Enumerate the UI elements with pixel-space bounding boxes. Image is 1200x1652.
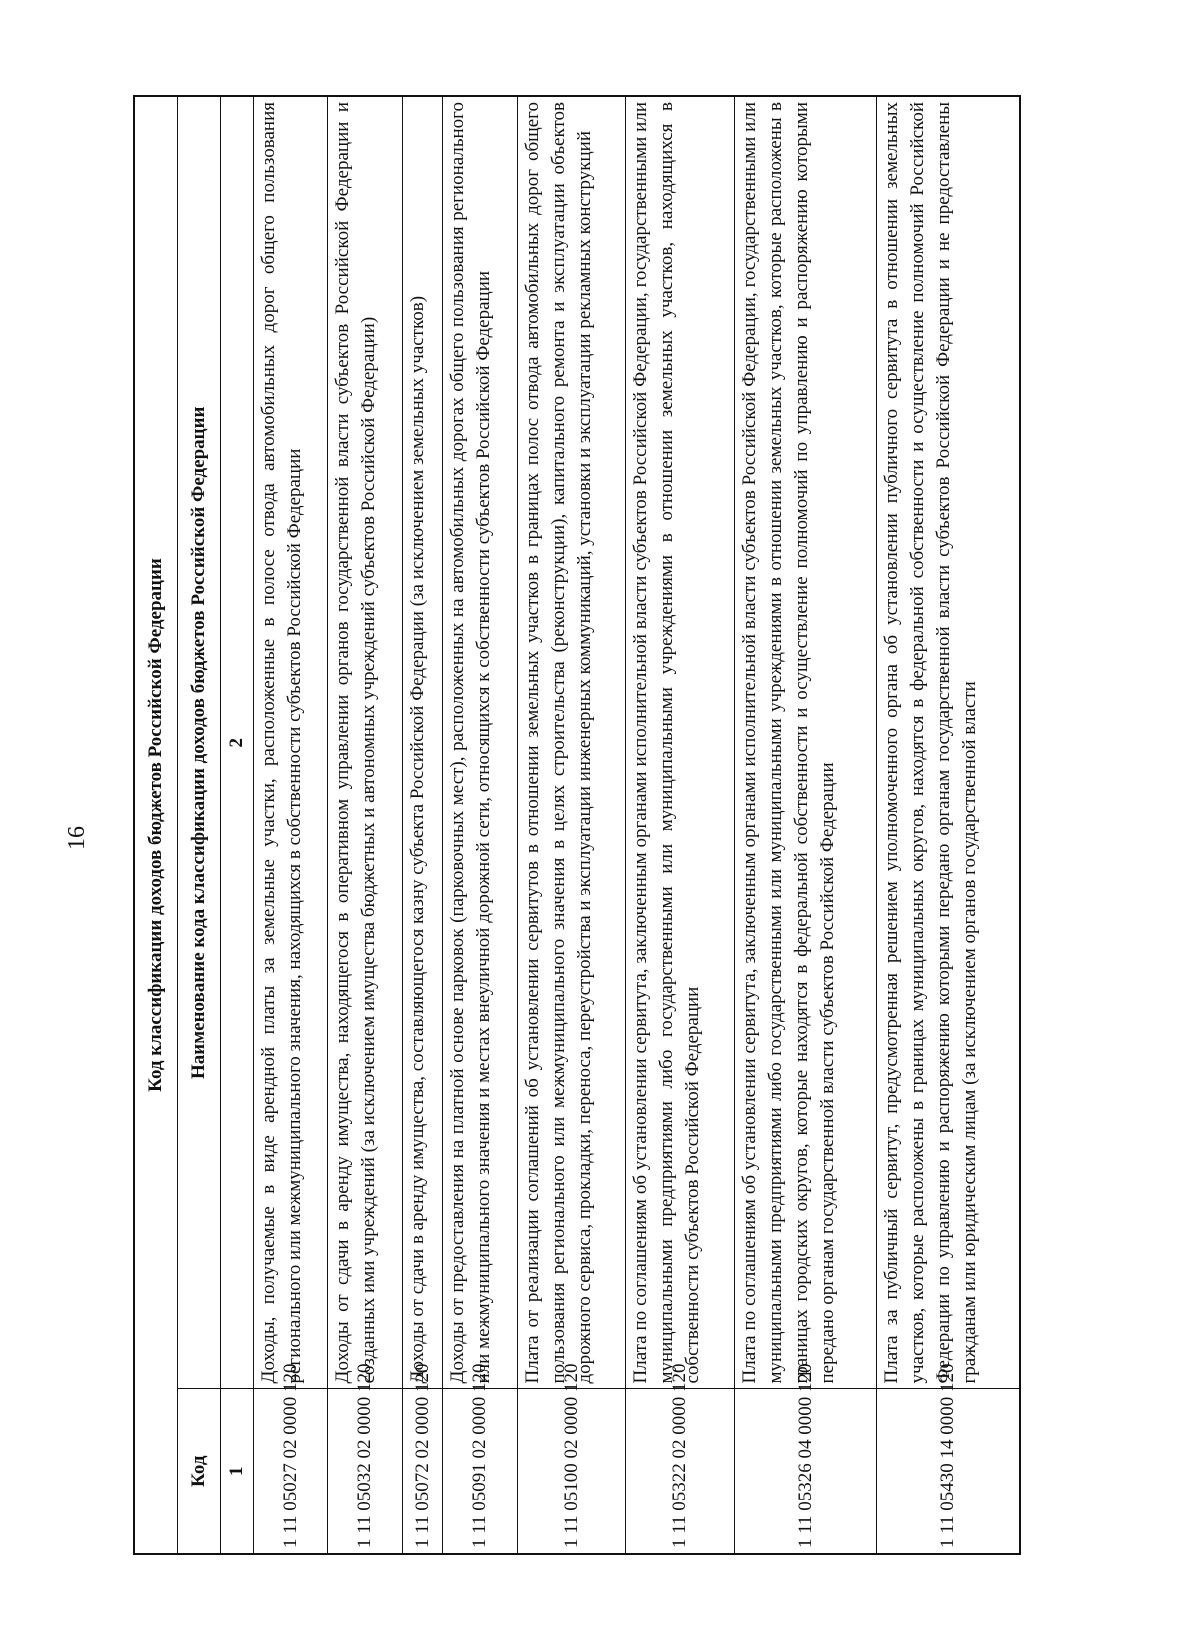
row-code: 1 11 05027 02 0000 120 <box>254 1389 328 1554</box>
table-row <box>254 96 328 1554</box>
row-code: 1 11 05430 14 0000 120 <box>877 1389 1020 1554</box>
classification-table <box>133 95 1021 1555</box>
table-row <box>328 96 402 1554</box>
row-description: Доходы, получаемые в виде арендной платы за земельные участки, расположенные в полосе отвода автомобильных дорог общего пользования регионального или межмуниципального значения, находящихся в собственности субъектов Российской Федерации <box>254 96 328 1389</box>
name-column-number: 2 <box>221 96 254 1389</box>
row-description: Доходы от сдачи в аренду имущества, составляющегося казну субъекта Российской Федерации (за исключением земельных участков) <box>402 96 443 1389</box>
row-code: 1 11 05100 02 0000 120 <box>517 1389 625 1554</box>
table-group-header: Код классификации доходов бюджетов Российской Федерации <box>134 96 178 1554</box>
row-description: Плата за публичный сервитут, предусмотренная решением уполномоченного органа об установлении публичного сервитута в отношении земельных участков, которые расположены в границах муниципальных округов, находятся в федеральной собственности и осуществление полномочий Российской Федерации по управлению и распоряжению которыми передано органам государственной власти субъектов Российской Федерации и не предоставлены гражданам или юридическим лицам (за исключением органов государственной власти <box>877 96 1020 1389</box>
row-code: 1 11 05091 02 0000 120 <box>443 1389 517 1554</box>
row-code: 1 11 05032 02 0000 120 <box>328 1389 402 1554</box>
table-row <box>626 96 734 1554</box>
name-column-header: Наименование кода классификации доходов бюджетов Российской Федерации <box>178 96 221 1389</box>
row-description: Плата от реализации соглашений об установлении сервитутов в отношении земельных участков в границах полос отвода автомобильных дорог общего пользования регионального или межмуниципального значения в целях строительства (реконструкции), капитального ремонта и эксплуатации объектов дорожного сервиса, прокладки, переноса, переустройства и эксплуатации инженерных коммуникаций, установки и эксплуатации рекламных конструкций <box>517 96 625 1389</box>
rotated-table-container <box>133 95 1021 1555</box>
code-column-header: Код <box>178 1389 221 1554</box>
table-row <box>517 96 625 1554</box>
row-code: 1 11 05326 04 0000 120 <box>734 1389 876 1554</box>
row-description: Доходы от предоставления на платной основе парковок (парковочных мест), расположенных на автомобильных дорогах общего пользования регионального или межмуниципального значения и местах внеуличной дорожной сети, относящихся к собственности субъектов Российской Федерации <box>443 96 517 1389</box>
row-description: Плата по соглашениям об установлении сервитута, заключенным органами исполнительной власти субъектов Российской Федерации, государственными или муниципальными предприятиями либо государственными или муниципальными учреждениями в отношении земельных участков, находящихся в собственности субъектов Российской Федерации <box>626 96 734 1389</box>
page-number: 16 <box>64 826 90 850</box>
row-code: 1 11 05322 02 0000 120 <box>626 1389 734 1554</box>
table-row <box>877 96 1020 1554</box>
table-row <box>402 96 443 1554</box>
row-description: Плата по соглашениям об установлении сервитута, заключенным органами исполнительной власти субъектов Российской Федерации, государственными или муниципальными предприятиями либо государственными или муниципальными учреждениями в отношении земельных участков, которые расположены в границах городских округов, которые находятся в федеральной собственности и осуществление полномочий по управлению и распоряжению которыми передано органам государственной власти субъектов Российской Федерации <box>734 96 876 1389</box>
table-row <box>734 96 876 1554</box>
row-description: Доходы от сдачи в аренду имущества, находящегося в оперативном управлении органов государственной власти субъектов Российской Федерации и созданных ими учреждений (за исключением имущества бюджетных и автономных учреждений субъектов Российской Федерации) <box>328 96 402 1389</box>
row-code: 1 11 05072 02 0000 120 <box>402 1389 443 1554</box>
table-row <box>443 96 517 1554</box>
code-column-number: 1 <box>221 1389 254 1554</box>
